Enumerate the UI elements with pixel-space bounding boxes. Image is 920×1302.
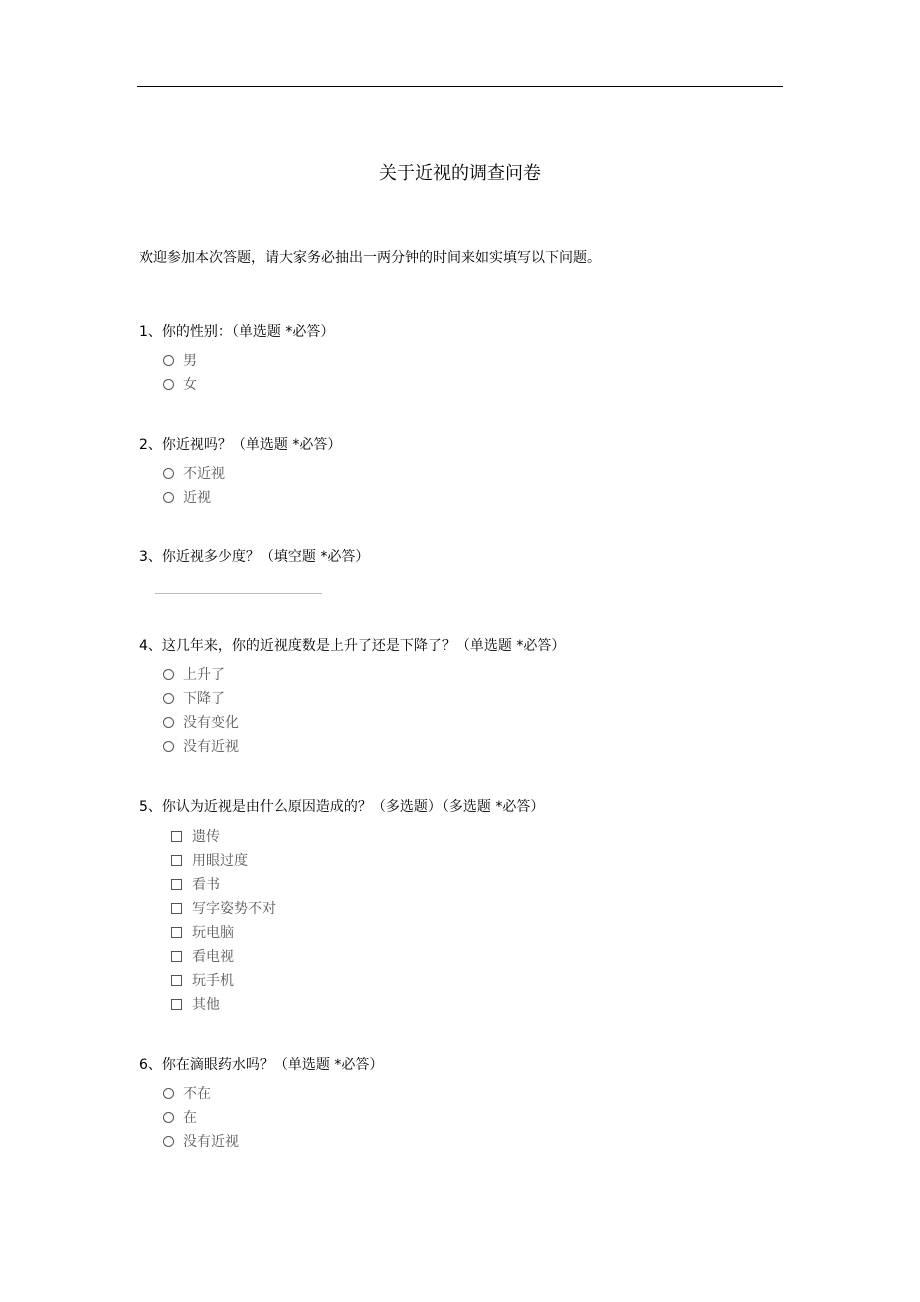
question-1 (139, 322, 334, 342)
option-label: 看电视 (192, 949, 234, 965)
radio-icon[interactable] (163, 1088, 174, 1099)
options-q2 (163, 462, 225, 510)
option-radio[interactable] (163, 1130, 239, 1154)
options-q5 (171, 825, 276, 1017)
option-checkbox[interactable] (171, 825, 276, 849)
radio-icon[interactable] (163, 741, 174, 752)
option-radio[interactable] (163, 663, 239, 687)
option-label: 下降了 (183, 691, 225, 707)
question-type: （填空题 *必答） (259, 549, 370, 565)
question-number: 5、 (139, 799, 162, 815)
question-type: （单选题 *必答） (273, 1057, 384, 1073)
radio-icon[interactable] (163, 693, 174, 704)
question-text: 你认为近视是由什么原因造成的？（多选题） (161, 799, 442, 815)
radio-icon[interactable] (163, 468, 174, 479)
option-radio[interactable] (163, 687, 239, 711)
option-checkbox[interactable] (171, 969, 276, 993)
question-number: 6、 (139, 1057, 162, 1073)
question-6 (139, 1055, 383, 1075)
question-type: （多选题 *必答） (441, 799, 545, 815)
option-radio[interactable] (163, 711, 239, 735)
option-checkbox[interactable] (171, 897, 276, 921)
checkbox-icon[interactable] (171, 903, 182, 914)
fill-in-blank-input[interactable] (155, 593, 322, 594)
option-label: 没有变化 (183, 715, 239, 731)
question-text: 你的性别： (161, 324, 232, 340)
radio-icon[interactable] (163, 1136, 174, 1147)
page-title: 关于近视的调查问卷 (379, 163, 541, 184)
option-radio[interactable] (163, 735, 239, 759)
radio-icon[interactable] (163, 717, 174, 728)
option-label: 没有近视 (183, 739, 239, 755)
option-label: 不在 (183, 1086, 211, 1102)
checkbox-icon[interactable] (171, 999, 182, 1010)
question-5 (139, 797, 544, 817)
question-2 (139, 435, 341, 455)
question-number: 1、 (139, 324, 162, 340)
question-type: （单选题 *必答） (455, 638, 566, 654)
checkbox-icon[interactable] (171, 855, 182, 866)
question-number: 3、 (139, 549, 162, 565)
option-label: 男 (183, 353, 197, 369)
option-label: 女 (183, 377, 197, 393)
checkbox-icon[interactable] (171, 975, 182, 986)
question-number: 2、 (139, 437, 162, 453)
option-label: 其他 (192, 997, 220, 1013)
option-radio[interactable] (163, 462, 225, 486)
option-checkbox[interactable] (171, 945, 276, 969)
question-type: （单选题 *必答） (231, 324, 335, 340)
radio-icon[interactable] (163, 379, 174, 390)
option-label: 写字姿势不对 (192, 901, 276, 917)
question-4 (139, 636, 565, 656)
option-label: 看书 (192, 877, 220, 893)
option-label: 玩手机 (192, 973, 234, 989)
intro-text: 欢迎参加本次答题，请大家务必抽出一两分钟的时间来如实填写以下问题。 (139, 250, 601, 266)
option-checkbox[interactable] (171, 921, 276, 945)
question-3 (139, 547, 369, 567)
question-text: 这几年来，你的近视度数是上升了还是下降了？ (161, 638, 456, 654)
option-checkbox[interactable] (171, 993, 276, 1017)
option-radio[interactable] (163, 1106, 239, 1130)
option-label: 在 (183, 1110, 197, 1126)
checkbox-icon[interactable] (171, 927, 182, 938)
option-label: 近视 (183, 490, 211, 506)
options-q4 (163, 663, 239, 759)
option-radio[interactable] (163, 373, 197, 397)
radio-icon[interactable] (163, 355, 174, 366)
question-type: （单选题 *必答） (231, 437, 342, 453)
option-label: 用眼过度 (192, 853, 248, 869)
option-label: 不近视 (183, 466, 225, 482)
option-label: 上升了 (183, 667, 225, 683)
options-q6 (163, 1082, 239, 1154)
option-radio[interactable] (163, 1082, 239, 1106)
question-text: 你在滴眼药水吗？ (161, 1057, 274, 1073)
checkbox-icon[interactable] (171, 879, 182, 890)
question-text: 你近视吗？ (161, 437, 232, 453)
question-number: 4、 (139, 638, 162, 654)
option-radio[interactable] (163, 349, 197, 373)
option-radio[interactable] (163, 486, 225, 510)
option-checkbox[interactable] (171, 849, 276, 873)
radio-icon[interactable] (163, 1112, 174, 1123)
option-label: 没有近视 (183, 1134, 239, 1150)
radio-icon[interactable] (163, 669, 174, 680)
radio-icon[interactable] (163, 492, 174, 503)
checkbox-icon[interactable] (171, 951, 182, 962)
checkbox-icon[interactable] (171, 831, 182, 842)
question-text: 你近视多少度？ (161, 549, 260, 565)
option-label: 玩电脑 (192, 925, 234, 941)
option-label: 遗传 (192, 829, 220, 845)
option-checkbox[interactable] (171, 873, 276, 897)
options-q1 (163, 349, 197, 397)
header-rule (137, 86, 783, 87)
